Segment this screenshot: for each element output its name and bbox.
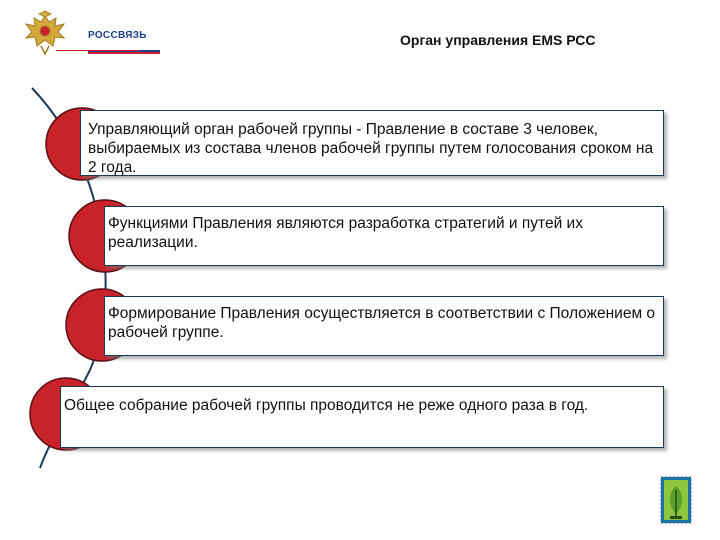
postage-stamp-icon bbox=[660, 476, 692, 524]
item-text-3: Формирование Правления осуществляется в соответствии с Положением о рабочей группе. bbox=[108, 305, 656, 341]
page-title: Орган управления EMS РСС bbox=[400, 32, 596, 48]
item-text-1: Управляющий орган рабочей группы - Правление в составе 3 человек, выбираемых из состава членов рабочей группы путем голосования сроком на 2 года. bbox=[88, 121, 654, 176]
item-text-4: Общее собрание рабочей группы проводится не реже одного раза в год. bbox=[64, 397, 589, 414]
logo-text: РОССВЯЗЬ bbox=[88, 30, 147, 41]
item-text-2: Функциями Правления являются разработка стратегий и путей их реализации. bbox=[108, 215, 583, 251]
